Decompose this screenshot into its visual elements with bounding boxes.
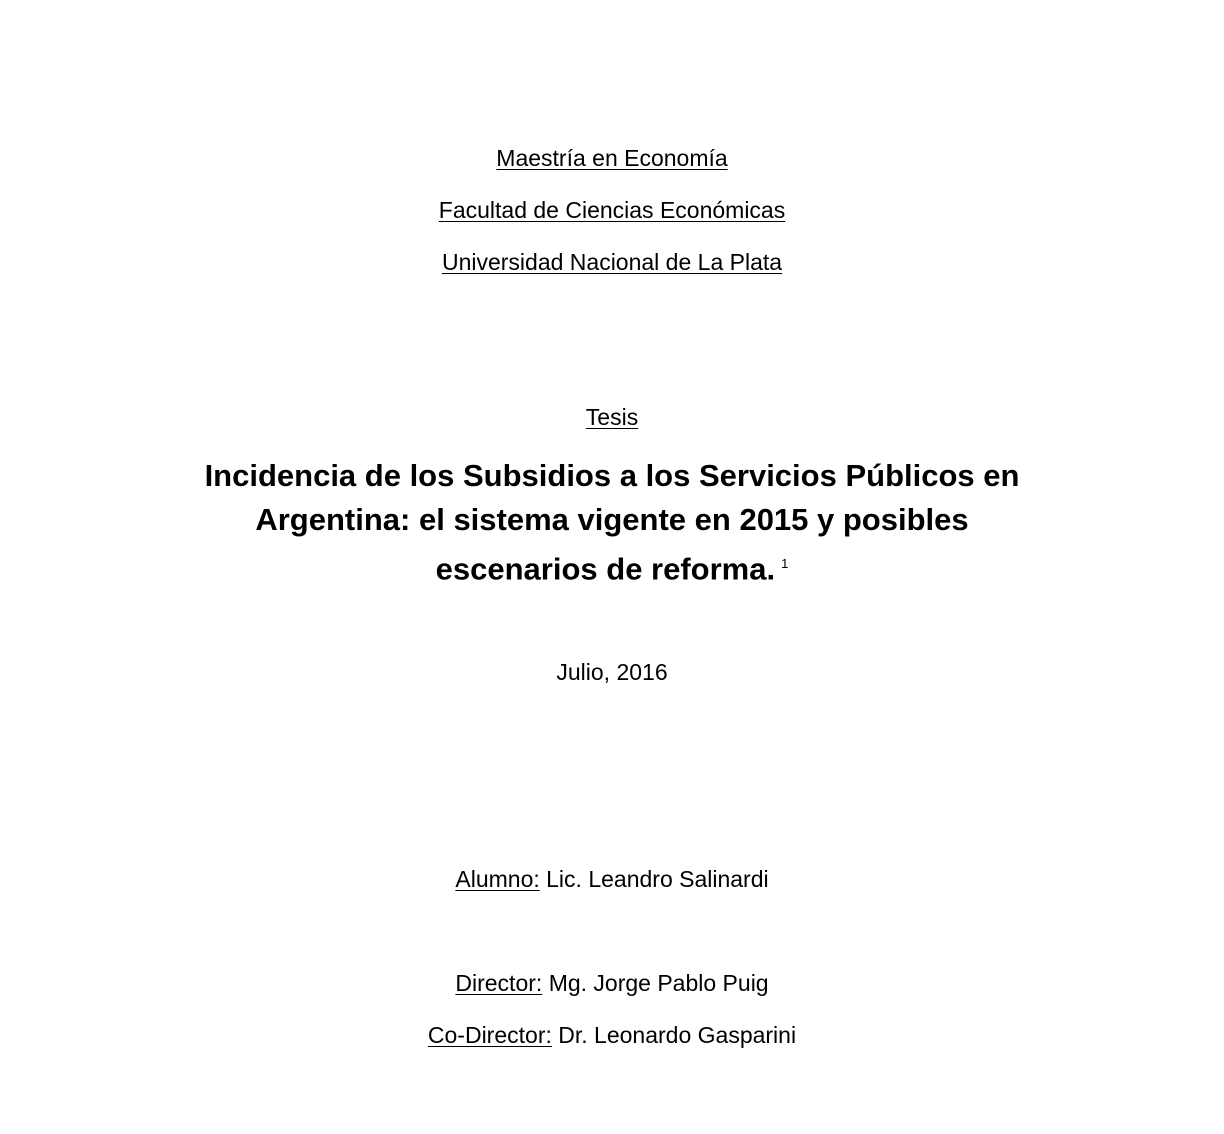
director-label: Director: [455, 970, 543, 996]
footnote-marker: 1 [781, 556, 789, 571]
codirector-name: Dr. Leonardo Gasparini [558, 1022, 797, 1048]
codirector-label: Co-Director: [427, 1022, 552, 1048]
thesis-title-line-3 [0, 542, 1224, 591]
thesis-date [0, 658, 1224, 686]
thesis-title [0, 454, 1224, 591]
document-type-text: Tesis [585, 404, 639, 430]
document-type [0, 403, 1224, 431]
thesis-date-text: Julio, 2016 [556, 659, 668, 685]
codirector-line [0, 1021, 1224, 1049]
university-name-text: Universidad Nacional de La Plata [441, 249, 783, 275]
university-name [0, 248, 1224, 276]
program-name-text: Maestría en Economía [496, 145, 728, 171]
program-name [0, 144, 1224, 172]
student-name: Lic. Leandro Salinardi [546, 866, 769, 892]
director-line [0, 969, 1224, 997]
faculty-name-text: Facultad de Ciencias Económicas [438, 197, 786, 223]
faculty-name [0, 196, 1224, 224]
thesis-title-line-1: Incidencia de los Subsidios a los Servicios Públicos en [204, 458, 1020, 493]
student-label: Alumno: [455, 866, 540, 892]
thesis-title-line-2: Argentina: el sistema vigente en 2015 y posibles [255, 502, 969, 537]
thesis-title-line-3-text: escenarios de reforma. [435, 551, 776, 587]
director-name: Mg. Jorge Pablo Puig [548, 970, 769, 996]
student-line [0, 865, 1224, 893]
